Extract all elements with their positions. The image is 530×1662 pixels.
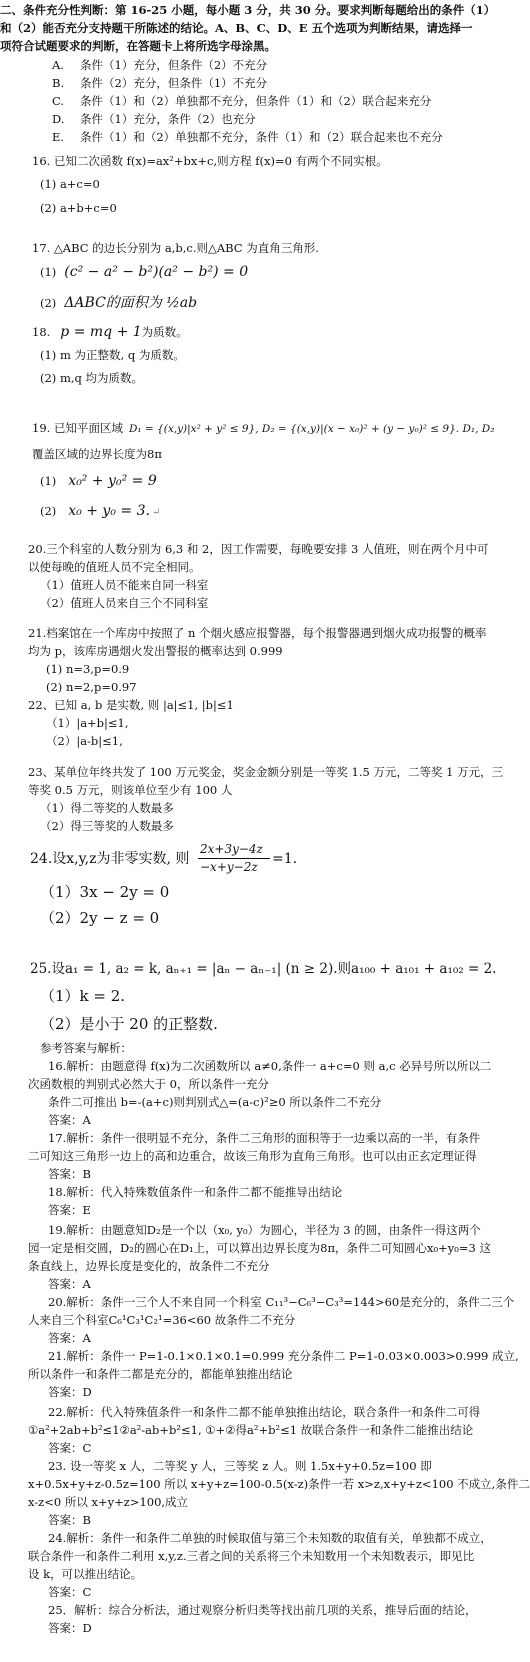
q21-line-2: 均为 p，该库房遇烟火发出警报的概率达到 0.999 — [28, 644, 283, 658]
q24-numerator: 2x+3y−4z — [200, 842, 263, 856]
q23-condition-2: （2）得三等奖的人数最多 — [40, 819, 174, 833]
q16-stem: 16. 已知二次函数 f(x)=ax²+bx+c,则方程 f(x)=0 有两个不同实根。 — [32, 154, 388, 168]
answer-line: 22.解析：代入特殊值条件一和条件二都不能单独推出结论，联合条件一和条件二可得 — [48, 1405, 481, 1419]
q18-condition-1: (1) m 为正整数, q 为质数。 — [40, 348, 185, 362]
q18-number: 18. — [32, 325, 51, 339]
q19-c1-label: (1) — [40, 474, 57, 488]
answer-line: 设 k，可以推出结论。 — [28, 1567, 143, 1581]
answer-line: 24.解析：条件一和条件二单独的时候取值与第三个未知数的取值有关，单独都不成立， — [48, 1531, 492, 1545]
q20-condition-2: （2）值班人员来自三个不同科室 — [40, 596, 209, 610]
q24-denominator: −x+y−2z — [200, 860, 258, 874]
answer-line: 21.解析：条件一 P=1-0.1×0.1×0.1=0.999 充分条件二 P=1-0.03×0.003>0.999 成立, — [48, 1349, 519, 1363]
q18-condition-2: (2) m,q 均为质数。 — [40, 371, 144, 385]
answer-line: 条件二可推出 b=-(a+c)则判别式△=(a-c)²≥0 所以条件二不充分 — [48, 1095, 382, 1109]
q24-stem — [30, 842, 530, 876]
q21-condition-2: (2) n=2,p=0.97 — [46, 680, 137, 694]
q19-formula: D₁ = {(x,y)|x² + y² ≤ 9}, D₂ = {(x,y)|(x − x₀)² + (y − y₀)² ≤ 9}. D₁, D₂ — [128, 423, 495, 435]
q19-stem — [32, 418, 530, 438]
answer-line: 答案：D — [48, 1385, 92, 1399]
q24-equals: =1. — [272, 851, 298, 867]
answer-line: 17.解析：条件一很明显不充分，条件二三角形的面积等于一边乘以高的一半，有条件 — [48, 1131, 481, 1145]
option-letter: E. — [52, 130, 65, 144]
answer-line: 二可知这三角形一边上的高和边重合，故该三角形为直角三角形。也可以由正玄定理证得 — [28, 1149, 477, 1163]
answer-line: 答案：D — [48, 1621, 92, 1635]
option-text: 条件（2）充分，但条件（1）不充分 — [80, 76, 268, 90]
option-text: 条件（1）充分，条件（2）也充分 — [80, 112, 256, 126]
q17-condition-1 — [40, 262, 530, 282]
answer-line: 次函数根的判别式必然大于 0，所以条件一充分 — [28, 1077, 269, 1091]
q23-condition-1: （1）得二等奖的人数最多 — [40, 801, 174, 815]
option-text: 条件（1）和（2）单独都不充分，条件（1）和（2）联合起来也不充分 — [80, 130, 443, 144]
answer-line: 答案：E — [48, 1203, 91, 1217]
q19-c2-label: (2) — [40, 504, 57, 518]
q24-stem-text: 24.设x,y,z为非零实数, 则 — [30, 851, 190, 867]
answer-line: 答案：B — [48, 1513, 91, 1527]
answer-line: 所以条件一和条件二都是充分的，都能单独推出结论 — [28, 1367, 293, 1381]
q20-line-2: 以使每晚的值班人员不完全相同。 — [28, 560, 201, 574]
option-e — [52, 129, 530, 145]
q19-c2-formula: x₀ + y₀ = 3. — [68, 503, 150, 519]
q21-line-1: 21.档案馆在一个库房中按照了 n 个烟火感应报警器，每个报警器遇到烟火成功报警的概率 — [28, 626, 487, 640]
answer-line: 答案：A — [48, 1277, 91, 1291]
answer-line: 园一定是相交圆，D₂的圆心在D₁上，可以算出边界长度为8π，条件二可知圆心x₀+y₀=3 这 — [28, 1241, 491, 1255]
q23-line-2: 等奖 0.5 万元，则该单位至少有 100 人 — [28, 783, 233, 797]
answer-line: x+0.5x+y+z-0.5z=100 所以 x+y+z=100-0.5(x-z)条件一若 x>z,x+y+z<100 不成立,条件二 — [28, 1477, 530, 1491]
q25-condition-2: （2）是小于 20 的正整数. — [40, 1015, 218, 1033]
option-letter: C. — [52, 94, 65, 108]
option-letter: B. — [52, 76, 65, 90]
answer-line: 答案：A — [48, 1331, 91, 1345]
section-header-line-1: 二、条件充分性判断：第 16-25 小题，每小题 3 分，共 30 分。要求判断每题给出的条件（1） — [0, 3, 496, 17]
paragraph-mark: ↵ — [151, 507, 161, 518]
option-b — [52, 75, 530, 91]
answer-line: ①a²+2ab+b²≤1②a²-ab+b²≤1, ①+②得a²+b²≤1 故联合条件一和条件二能推出结论 — [28, 1423, 474, 1437]
answer-line: 答案：C — [48, 1441, 92, 1455]
option-letter: D. — [52, 112, 65, 126]
answers-heading: 参考答案与解析： — [40, 1041, 132, 1055]
q16-condition-2: (2) a+b+c=0 — [40, 201, 117, 215]
answer-line: 18.解析：代入特殊数值条件一和条件二都不能推导出结论 — [48, 1185, 343, 1199]
q19-stem-text: 19. 已知平面区域 — [32, 421, 123, 435]
q17-c2-label: (2) — [40, 296, 57, 310]
answer-line: 19.解析：由题意知D₂是一个以（x₀, y₀）为圆心，半径为 3 的圆，由条件一得这两个 — [48, 1223, 481, 1237]
section-header-line-2: 和（2）能否充分支持题干所陈述的结论。A、B、C、D、E 五个选项为判断结果，请选择一 — [0, 21, 473, 35]
section-header-line-3: 项符合试题要求的判断，在答题卡上将所选字母涂黑。 — [0, 39, 276, 53]
q24-fraction-bar — [198, 858, 270, 859]
q22-stem: 22、已知 a, b 是实数, 则 |a|≤1, |b|≤1 — [28, 698, 234, 712]
q21-condition-1: (1) n=3,p=0.9 — [46, 662, 130, 676]
q17-c1-label: (1) — [40, 265, 57, 279]
q17-c1-formula: (c² − a² − b²)(a² − b²) = 0 — [64, 264, 249, 280]
q25-condition-1: （1）k = 2. — [40, 987, 126, 1005]
q17-condition-2 — [40, 292, 530, 314]
answer-line: 联合条件一和条件二利用 x,y,z.三者之间的关系将三个未知数用一个未知数表示，即见比 — [28, 1549, 475, 1563]
answer-line: 答案：A — [48, 1113, 91, 1127]
q19-condition-2 — [40, 500, 530, 522]
option-d — [52, 111, 530, 127]
q24-condition-1: （1）3x − 2y = 0 — [40, 883, 170, 901]
answer-line: 答案：C — [48, 1585, 92, 1599]
answer-line: 20.解析：条件一三个人不来自同一个科室 C₁₁³−C₆³−C₃³=144>60是充分的，条件二三个 — [48, 1295, 515, 1309]
answer-line: 人来自三个科室C₆¹C₃¹C₂¹=36<60 故条件二不充分 — [28, 1313, 296, 1327]
q22-condition-2: （2）|a-b|≤1, — [46, 734, 123, 748]
option-c — [52, 93, 530, 109]
q16-condition-1: (1) a+c=0 — [40, 177, 100, 191]
option-text: 条件（1）和（2）单独都不充分，但条件（1）和（2）联合起来充分 — [80, 94, 432, 108]
answer-line: 条直线上，边界长度是变化的，故条件二不充分 — [28, 1259, 270, 1273]
answer-line: 25．解析：综合分析法，通过观察分析归类等找出前几项的关系，推导后面的结论， — [48, 1603, 477, 1617]
option-a — [52, 57, 530, 73]
q19-line-2: 覆盖区域的边界长度为8π — [32, 447, 162, 461]
q25-stem: 25.设a₁ = 1, a₂ = k, aₙ₊₁ = |aₙ − aₙ₋₁| (n ≥ 2).则a₁₀₀ + a₁₀₁ + a₁₀₂ = 2. — [30, 961, 497, 977]
q24-condition-2: （2）2y − z = 0 — [40, 909, 160, 927]
q20-condition-1: （1）值班人员不能来自同一科室 — [40, 578, 209, 592]
q18-formula: p = mq + 1 — [60, 324, 142, 340]
q22-condition-1: （1）|a+b|≤1, — [46, 716, 129, 730]
q23-line-1: 23、某单位年终共发了 100 万元奖金，奖金金额分别是一等奖 1.5 万元，二等奖 1 万元，三 — [28, 765, 504, 779]
answer-line: 16.解析：由题意得 f(x)为二次函数所以 a≠0,条件一 a+c=0 则 a,c 必异号所以所以二 — [48, 1059, 492, 1073]
q20-line-1: 20.三个科室的人数分别为 6,3 和 2，因工作需要，每晚要安排 3 人值班，则在两个月中可 — [28, 542, 489, 556]
q18-stem — [32, 322, 530, 342]
q18-tail: 为质数。 — [141, 325, 188, 339]
option-letter: A. — [52, 58, 64, 72]
q17-stem: 17. △ABC 的边长分别为 a,b,c.则△ABC 为直角三角形. — [32, 241, 319, 255]
q19-condition-1 — [40, 470, 530, 492]
answer-line: 23. 设一等奖 x 人，二等奖 y 人，三等奖 z 人。则 1.5x+y+0.5z=100 即 — [48, 1459, 432, 1473]
option-text: 条件（1）充分，但条件（2）不充分 — [80, 58, 268, 72]
q17-c2-formula: ΔABC的面积为 ½ab — [64, 295, 198, 311]
answer-line: x-z<0 所以 x+y+z>100,成立 — [28, 1495, 189, 1509]
q19-c1-formula: x₀² + y₀² = 9 — [68, 473, 157, 489]
answer-line: 答案：B — [48, 1167, 91, 1181]
